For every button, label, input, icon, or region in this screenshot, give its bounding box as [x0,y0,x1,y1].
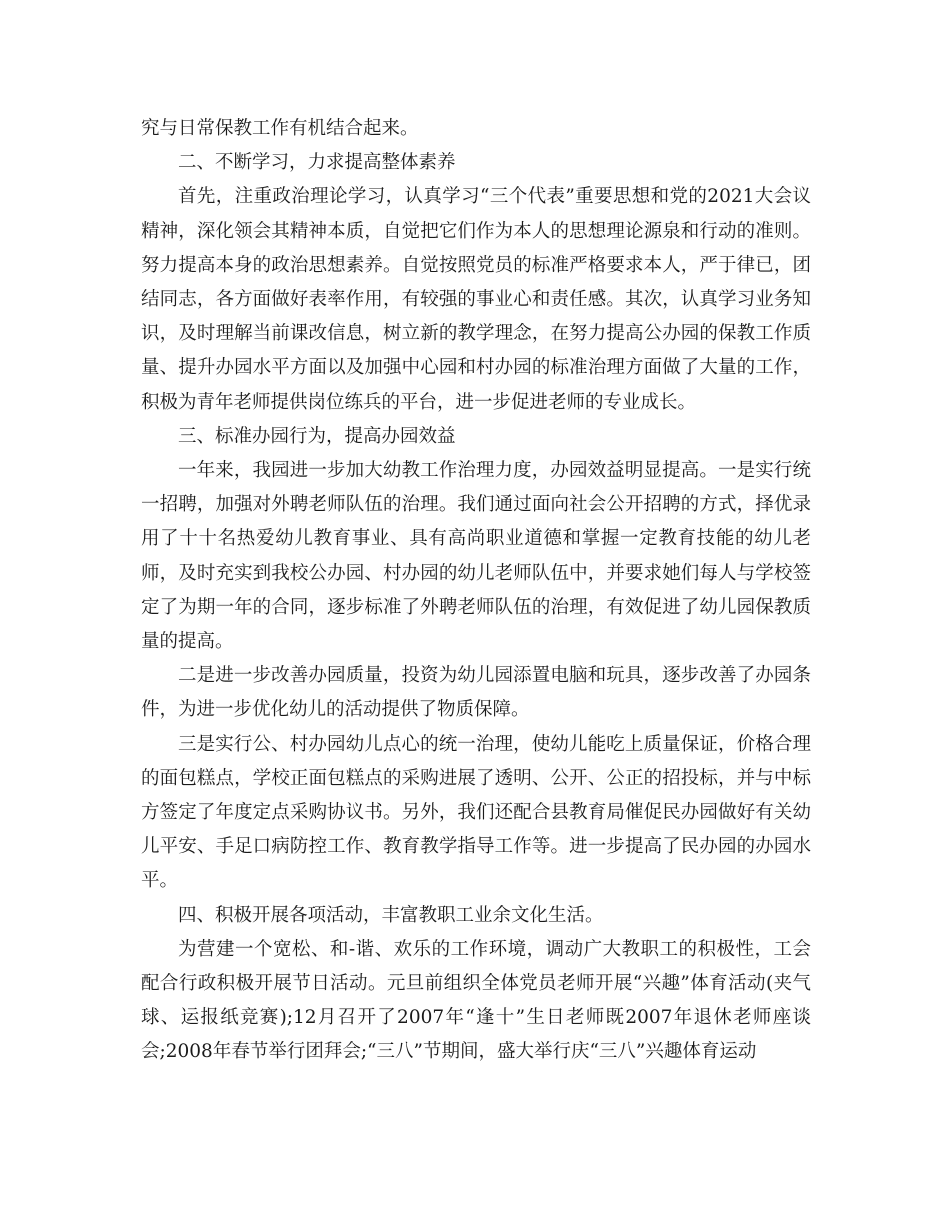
paragraph-facilities: 二是进一步改善办园质量，投资为幼儿园添置电脑和玩具，逐步改善了办园条件，为进一步优化幼儿的活动提供了物质保障。 [141,665,811,721]
section-heading-4: 四、积极开展各项活动，丰富教职工业余文化生活。 [178,904,604,926]
paragraph-recruitment: 一年来，我园进一步加大幼教工作治理力度，办园效益明显提高。一是实行统一招聘，加强对外聘老师队伍的治理。我们通过面向社会公开招聘的方式，择优录用了十十名热爱幼儿教育事业、具有高尚职业道德和掌握一定教育技能的幼儿老师，及时充实到我校公办园、村办园的幼儿老师队伍中，并要求她们每人与学校签定了为期一年的合同，逐步标准了外聘老师队伍的治理，有效促进了幼儿园保教质量的提高。 [141,460,811,653]
paragraph-activities: 为营建一个宽松、和-谐、欢乐的工作环境，调动广大教职工的积极性，工会配合行政积极开展节日活动。元旦前组织全体党员老师开展“兴趣”体育活动(夹气球、运报纸竞赛);12月召开了2007年“逢十”生日老师既2007年退休老师座谈会;2008年春节举行团拜会;“三八”节期间，盛大举行庆“三八”兴趣体育运动 [141,938,811,1063]
paragraph-study: 首先，注重政治理论学习，认真学习“三个代表”重要思想和党的2021大会议精神，深化领会其精神本质，自觉把它们作为本人的思想理论源泉和行动的准则。努力提高本身的政治思想素养。自觉按照党员的标准严格要求本人，严于律已，团结同志，各方面做好表率作用，有较强的事业心和责任感。其次，认真学习业务知识，及时理解当前课改信息，树立新的教学理念，在努力提高公办园的保教工作质量、提升办园水平方面以及加强中心园和村办园的标准治理方面做了大量的工作，积极为青年老师提供岗位练兵的平台，进一步促进老师的专业成长。 [141,186,811,413]
section-heading-3: 三、标准办园行为，提高办园效益 [178,425,456,447]
document-body [141,112,811,1070]
section-heading-2: 二、不断学习，力求提高整体素养 [178,152,456,174]
paragraph-snacks: 三是实行公、村办园幼儿点心的统一治理，使幼儿能吃上质量保证，价格合理的面包糕点，学校正面包糕点的采购进展了透明、公开、公正的招投标，并与中标方签定了年度定点采购协议书。另外，我们还配合县教育局催促民办园做好有关幼儿平安、手足口病防控工作、教育教学指导工作等。进一步提高了民办园的办园水平。 [141,733,811,892]
paragraph-continuation: 究与日常保教工作有机结合起来。 [141,118,419,139]
